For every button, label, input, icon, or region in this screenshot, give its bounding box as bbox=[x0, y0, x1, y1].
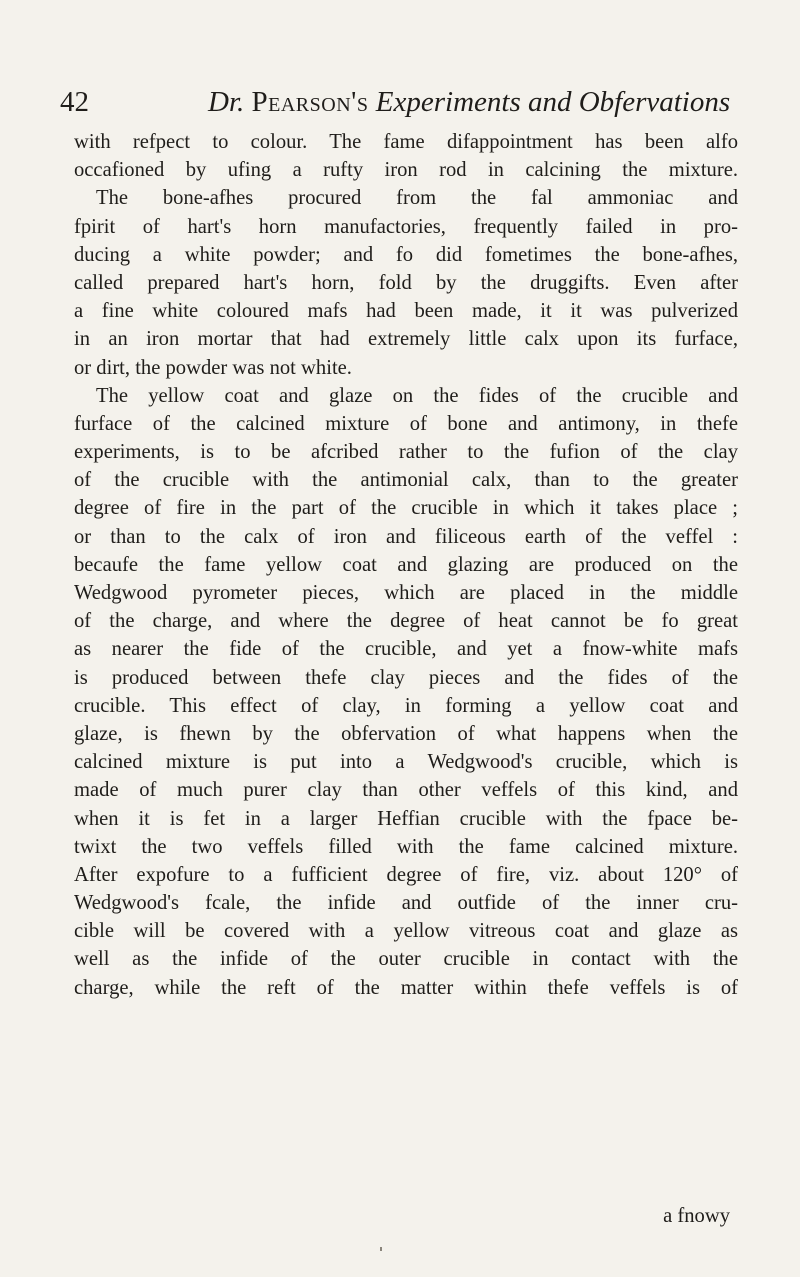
text-line: The yellow coat and glaze on the fides of the crucible and bbox=[96, 384, 738, 407]
text-line: or dirt, the powder was not white. bbox=[74, 356, 352, 379]
text-line: becaufe the fame yellow coat and glazing are produced on the bbox=[74, 553, 738, 576]
text-line: cible will be covered with a yellow vitreous coat and glaze as bbox=[74, 920, 738, 943]
text-line: is produced between thefe clay pieces and the fides of the bbox=[74, 666, 738, 689]
text-line: glaze, is fhewn by the obfervation of what happens when the bbox=[74, 722, 738, 745]
text-line: with refpect to colour. The fame difappointment has been alfo bbox=[74, 131, 738, 153]
text-line: degree of fire in the part of the crucible in which it takes place ; bbox=[74, 497, 738, 520]
text-line: fpirit of hart's horn manufactories, frequently failed in pro- bbox=[74, 215, 738, 238]
text-line: or than to the calx of iron and filiceous earth of the veffel : bbox=[74, 525, 738, 548]
catchword: a fnowy bbox=[663, 1205, 730, 1227]
text-line: crucible. This effect of clay, in forming a yellow coat and bbox=[74, 694, 738, 717]
text-line: when it is fet in a larger Heffian crucible with the fpace be- bbox=[74, 807, 738, 830]
page-number: 42 bbox=[60, 86, 89, 118]
text-line: furface of the calcined mixture of bone and antimony, in thefe bbox=[74, 412, 738, 435]
text-line: charge, while the reft of the matter within thefe veffels is of bbox=[74, 976, 738, 999]
text-line: After expofure to a fufficient degree of fire, viz. about 120° of bbox=[74, 863, 738, 886]
running-title-author: Pearson's bbox=[251, 86, 369, 118]
text-line: The bone-afhes procured from the fal ammoniac and bbox=[96, 187, 738, 210]
text-line: called prepared hart's horn, fold by the druggifts. Even after bbox=[74, 271, 738, 294]
text-line: Wedgwood pyrometer pieces, which are placed in the middle bbox=[74, 582, 738, 604]
text-line: made of much purer clay than other veffels of this kind, and bbox=[74, 779, 738, 802]
running-title-rest: Experiments and Obfervations bbox=[375, 86, 731, 118]
running-title bbox=[208, 80, 730, 124]
text-line: occafioned by ufing a rufty iron rod in calcining the mixture. bbox=[74, 159, 738, 182]
text-line: twixt the two veffels filled with the fame calcined mixture. bbox=[74, 835, 738, 858]
paper-speck bbox=[380, 1247, 382, 1251]
running-header bbox=[60, 80, 750, 124]
text-line: experiments, is to be afcribed rather to the fufion of the clay bbox=[74, 441, 738, 464]
text-line: of the crucible with the antimonial calx, than to the greater bbox=[74, 469, 738, 492]
body-text bbox=[74, 128, 738, 1002]
text-line: of the charge, and where the degree of heat cannot be fo great bbox=[74, 610, 738, 633]
text-line: a fine white coloured mafs had been made, it it was pulverized bbox=[74, 300, 738, 323]
text-line: Wedgwood's fcale, the infide and outfide of the inner cru- bbox=[74, 892, 738, 915]
text-line: in an iron mortar that had extremely little calx upon its furface, bbox=[74, 328, 738, 351]
text-line: as nearer the fide of the crucible, and yet a fnow-white mafs bbox=[74, 638, 738, 661]
text-line: calcined mixture is put into a Wedgwood's crucible, which is bbox=[74, 751, 738, 774]
text-line: ducing a white powder; and fo did fometimes the bone-afhes, bbox=[74, 243, 738, 266]
text-line: well as the infide of the outer crucible in contact with the bbox=[74, 948, 738, 971]
running-title-prefix: Dr. bbox=[208, 86, 245, 118]
